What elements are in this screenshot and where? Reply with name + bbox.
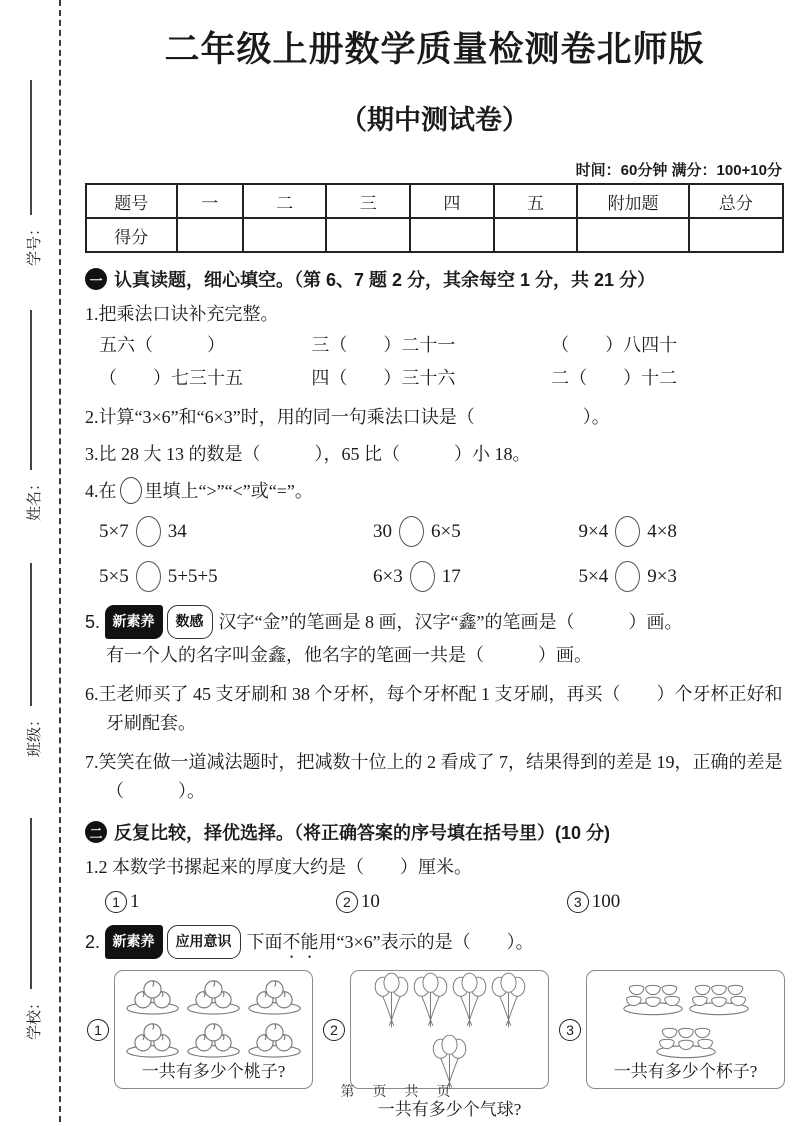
- q4-comparison: [373, 561, 579, 592]
- student-number-label: 学号：: [25, 220, 43, 266]
- score-cell-empty: [577, 218, 689, 252]
- q1-blank-item: 四（ ）三十六: [311, 368, 456, 388]
- question-s1-4: 4.在 里填上“>”“<”或“=”。: [85, 477, 784, 506]
- peach-plate-icon: [246, 977, 303, 1015]
- class-label: 班级：: [25, 711, 43, 757]
- option-value: 100: [591, 891, 621, 912]
- circled-number-icon: 3: [559, 1019, 581, 1041]
- q4-comparison: [579, 561, 785, 592]
- q1-blank-item: （ ）八四十: [551, 335, 678, 355]
- score-row-label: 得分: [86, 218, 177, 252]
- peach-plate-icon: [124, 1020, 181, 1058]
- balloon-bunch-icon: [413, 974, 448, 1036]
- cups-drawing: [587, 971, 784, 1060]
- score-cell-empty: [689, 218, 783, 252]
- q1-blank-item: 三（ ）二十一: [311, 335, 456, 355]
- section-2-header: [85, 819, 784, 845]
- score-cell-empty: [410, 218, 494, 252]
- peach-plate-icon: [246, 1020, 303, 1058]
- paper-title: 二年级上册数学质量检测卷北师版: [164, 30, 705, 69]
- picture-option: [559, 970, 785, 1089]
- q1-row2: [85, 362, 784, 395]
- question-s1-2: 2.计算“3×6”和“6×3”时，用的同一句乘法口诀是（ ）。: [85, 407, 610, 427]
- picture-box: [586, 970, 785, 1089]
- compare-circle-icon: [615, 516, 640, 547]
- q1-blank-item: 五六（ ）: [99, 335, 225, 355]
- score-cell-empty: [177, 218, 243, 252]
- blank-circle-icon: [120, 477, 142, 504]
- question-s1-7: 7.笑笑在做一道减法题时，把减数十位上的 2 看成了 7，结果得到的差是 19，正确的差是（ ）。: [85, 752, 783, 801]
- question-s2-2: 2. 新素养 应用意识 下面不能用“3×6”表示的是（ ）。: [85, 925, 784, 962]
- margin-divider-dashed-line: [59, 0, 61, 1122]
- peach-plate-icon: [185, 1020, 242, 1058]
- peaches-drawing: [115, 971, 312, 1060]
- margin-field-class: [16, 563, 50, 757]
- q4-grid: [85, 516, 784, 592]
- circled-number-icon: 2: [336, 891, 358, 913]
- section-1-number-icon: 一: [85, 268, 107, 290]
- q4-left-value: 9×4: [578, 520, 609, 542]
- cup-tray-icon: [688, 975, 750, 1017]
- question-s1-6: 6.王老师买了 45 支牙刷和 38 个牙杯，每个牙杯配 1 支牙刷，再买（ ）个牙杯正好和牙刷配套。: [85, 684, 783, 733]
- answer-option: [336, 891, 567, 913]
- page-footer: 第 页 共 页: [340, 1083, 453, 1099]
- question-s1-5: 5. 新素养 数感 汉字“金”的笔画是 8 画，汉字“鑫”的笔画是（ ）画。: [85, 605, 784, 639]
- score-table-header-cell: 二: [243, 184, 327, 218]
- balloon-bunch-icon: [374, 974, 409, 1036]
- q4-right-value: 17: [441, 565, 461, 587]
- q4-left-value: 5×7: [99, 520, 129, 542]
- school-label: 学校：: [25, 994, 43, 1040]
- margin-field-school: [16, 818, 50, 1040]
- class-fill-line: [30, 563, 32, 706]
- cup-tray-icon: [622, 975, 684, 1017]
- section-2-number-icon: 二: [85, 821, 107, 843]
- q4-right-value: 6×5: [431, 520, 461, 542]
- q4-right-value: 4×8: [647, 520, 677, 542]
- paper-subtitle: （期中测试卷）: [340, 105, 529, 135]
- score-table: [85, 183, 784, 253]
- q4-right-value: 5+5+5: [167, 565, 218, 587]
- score-table-score-row: [86, 218, 783, 252]
- score-table-header-row: [86, 184, 783, 218]
- section-1-title: 认真读题，细心填空。（第 6、7 题 2 分，其余每空 1 分，共 21 分）: [114, 270, 656, 290]
- compare-circle-icon: [399, 516, 424, 547]
- picture-option: [87, 970, 313, 1089]
- compare-circle-icon: [410, 561, 435, 592]
- q4-comparison: [579, 516, 785, 547]
- name-label: 姓名：: [25, 475, 43, 521]
- circled-number-icon: 1: [105, 891, 127, 913]
- compare-circle-icon: [136, 561, 161, 592]
- score-table-header-cell: 四: [410, 184, 494, 218]
- question-s1-3: 3.比 28 大 13 的数是（ ），65 比（ ）小 18。: [85, 444, 531, 464]
- q4-left-value: 5×4: [578, 565, 609, 587]
- peach-plate-icon: [185, 977, 242, 1015]
- q4-comparison: [373, 516, 579, 547]
- new-literacy-badge: 新素养: [105, 605, 163, 639]
- score-cell-empty: [243, 218, 327, 252]
- school-fill-line: [30, 818, 32, 989]
- s2q1-options: [85, 891, 784, 913]
- compare-circle-icon: [136, 516, 161, 547]
- q4-right-value: 9×3: [647, 565, 677, 587]
- time-and-score-info: 时间：60分钟 满分：100+10分: [575, 162, 782, 179]
- answer-option: [105, 891, 336, 913]
- margin-field-name: [16, 310, 50, 521]
- score-table-header-cell: 五: [494, 184, 578, 218]
- section-2-title: 反复比较，择优选择。（将正确答案的序号填在括号里）(10 分): [114, 823, 611, 843]
- q4-comparison: [99, 516, 373, 547]
- compare-circle-icon: [615, 561, 640, 592]
- balloon-bunch-icon: [452, 974, 487, 1036]
- student-number-fill-line: [30, 80, 32, 215]
- q4-left-value: 6×3: [373, 565, 403, 587]
- picture-caption: 一共有多少个杯子?: [613, 1062, 758, 1081]
- score-table-header-cell: 三: [326, 184, 410, 218]
- q1-blank-item: 二（ ）十二: [551, 368, 678, 388]
- q4-comparison: [99, 561, 373, 592]
- score-cell-empty: [326, 218, 410, 252]
- q1-row1: [85, 329, 784, 362]
- q4-right-value: 34: [167, 520, 187, 542]
- score-table-header-cell: 题号: [86, 184, 177, 218]
- option-value: 10: [360, 891, 380, 912]
- circled-number-icon: 3: [567, 891, 589, 913]
- number-sense-badge: 数感: [167, 605, 213, 639]
- new-literacy-badge: 新素养: [105, 925, 163, 959]
- q4-left-value: 5×5: [99, 565, 129, 587]
- circled-number-icon: 1: [87, 1019, 109, 1041]
- cup-tray-icon: [655, 1018, 717, 1060]
- score-table-header-cell: 总分: [689, 184, 783, 218]
- question-s2-1: 1.2 本数学书摞起来的厚度大约是（ ）厘米。: [85, 857, 472, 877]
- score-cell-empty: [494, 218, 578, 252]
- circled-number-icon: 2: [323, 1019, 345, 1041]
- picture-caption: 一共有多少个气球?: [377, 1100, 522, 1119]
- emphasized-text: 不能: [282, 932, 319, 952]
- balloon-bunch-icon: [491, 974, 526, 1036]
- score-table-header-cell: 附加题: [577, 184, 689, 218]
- question-s1-5-line2: 有一个人的名字叫金鑫，他名字的笔画一共是（ ）画。: [106, 645, 592, 665]
- section-1-header: [85, 266, 784, 292]
- name-fill-line: [30, 310, 32, 470]
- q4-left-value: 30: [373, 520, 392, 542]
- application-awareness-badge: 应用意识: [167, 925, 241, 959]
- answer-option: [567, 891, 784, 913]
- balloons-drawing: [351, 971, 548, 1098]
- question-s1-1: 1.把乘法口诀补充完整。: [85, 304, 279, 324]
- peach-plate-icon: [124, 977, 181, 1015]
- picture-caption: 一共有多少个桃子?: [141, 1062, 286, 1081]
- margin-field-student-number: [16, 80, 50, 266]
- picture-box: [114, 970, 313, 1089]
- q1-blank-item: （ ）七三十五: [99, 368, 243, 388]
- option-value: 1: [130, 891, 140, 912]
- score-table-header-cell: 一: [177, 184, 243, 218]
